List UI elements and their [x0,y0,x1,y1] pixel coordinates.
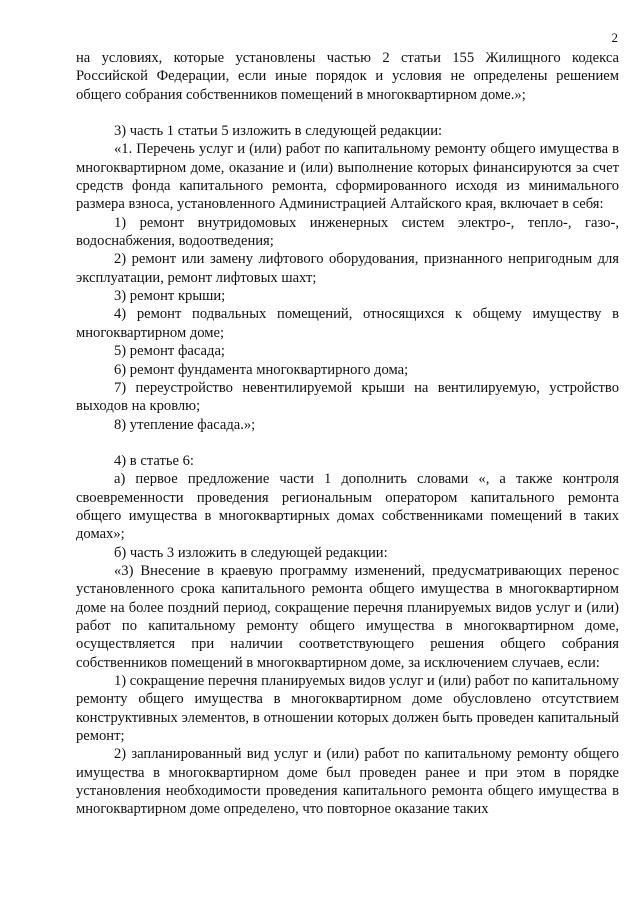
list-item-4: 4) ремонт подвальных помещений, относящихся к общему имуществу в многоквартирном доме; [76,306,619,341]
subitem-b: б) часть 3 изложить в следующей редакции: [114,544,388,561]
list-item-6: 6) ремонт фундамента многоквартирного дома; [114,361,409,378]
list-item-5: 5) ремонт фасада; [114,343,225,360]
paragraph-quote-part-3: «3) Внесение в краевую программу изменений, предусматривающих перенос установленного срока капитального ремонта общего имущества в многоквартирном доме на более поздний период, сокращение перечня планируемых видов услуг и (или) работ по капитальному ремонту общего имущества в многоквартирном доме, осуществляется при наличии соответствующего решения общего собрания собственников помещений в многоквартирном доме, за исключением случаев, если: [76,562,619,671]
paragraph-item-4: 4) в статье 6: [114,452,194,469]
paragraph-gap [76,434,619,452]
list-item-8: 8) утепление фасада.»; [114,416,256,433]
paragraph-item-3: 3) часть 1 статьи 5 изложить в следующей редакции: [114,123,443,140]
page-number: 2 [611,30,618,45]
paragraph-quote-list-intro: «1. Перечень услуг и (или) работ по капитальному ремонту общего имущества в многоквартирном доме, оказание и (или) выполнение которых финансируются за счет средств фонда капитального ремонта, сформированного исходя из минимального размера взноса, установленного Администрацией Алтайского края, включает в себя: [76,141,619,213]
list-item-2: 2) ремонт или замену лифтового оборудования, признанного непригодным для эксплуатации, ремонт лифтовых шахт; [76,251,619,286]
subitem-a: а) первое предложение части 1 дополнить словами «, а также контроля своевременности проведения региональным оператором капитального ремонта общего имущества в многоквартирных домах собственниками помещений в таких домах»; [76,471,619,543]
paragraph-gap [76,104,619,122]
exception-item-2: 2) запланированный вид услуг и (или) работ по капитальному ремонту общего имущества в многоквартирном доме был проведен ранее и при этом в порядке установления необходимости проведения капитального ремонта общего имущества в многоквартирном доме определено, что повторное оказание таких [76,746,619,818]
exception-item-1: 1) сокращение перечня планируемых видов услуг и (или) работ по капитальному ремонту общего имущества в многоквартирном доме обусловлено отсутствием конструктивных элементов, в отношении которых должен быть проведен капитальный ремонт; [76,673,619,745]
list-item-1: 1) ремонт внутридомовых инженерных систем электро-, тепло-, газо-, водоснабжения, водоотведения; [76,214,619,250]
paragraph-continuation: на условиях, которые установлены частью 2 статьи 155 Жилищного кодекса Российской Федерации, если иные порядок и условия не определены решением общего собрания собственников помещений в многоквартирном доме.»; [76,50,619,103]
document-body [76,49,619,819]
list-item-7: 7) переустройство невентилируемой крыши на вентилируемую, устройство выходов на кровлю; [76,379,619,415]
list-item-3: 3) ремонт крыши; [114,288,226,305]
